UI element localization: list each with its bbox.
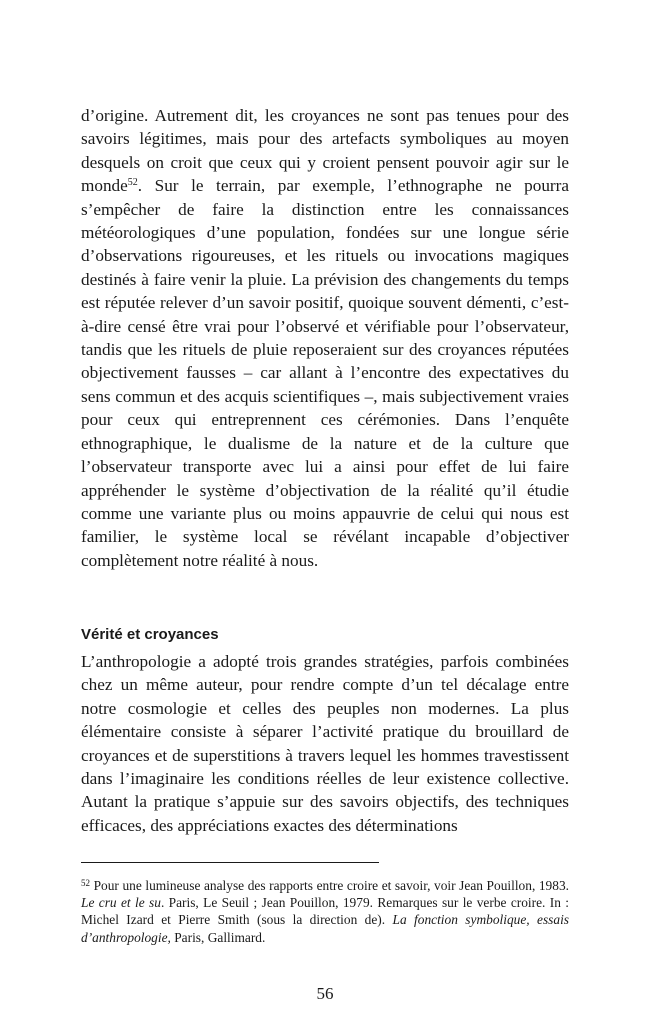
- footnote-separator: [81, 862, 379, 863]
- paragraph-1-text-start: d’origine. Autrement dit, les croyances ne sont pas tenues pour des savoirs légitimes, mais pour des artefacts symboliques au moyen desquels on croit que ceux qui y croient pensent pouvoir agir sur le monde: [81, 106, 569, 196]
- footnote-text-part-1: Pour une lumineuse analyse des rapports entre croire et savoir, voir Jean Pouillon, 1983.: [90, 878, 569, 893]
- body-paragraph-1: [81, 104, 569, 572]
- footnote-book-title-2: La fonction symbolique, essais d’anthropologie,: [81, 912, 570, 945]
- page-number: 56: [316, 984, 334, 1003]
- book-page: [81, 0, 569, 1030]
- footnote-text-part-2: . Paris, Le Seuil ; Jean Pouillon, 1979. Remarques sur le verbe croire. In : Michel Izard et Pierre Smith (sous la direction de).: [81, 895, 569, 928]
- footnote-reference-52[interactable]: 52: [127, 177, 138, 189]
- footnote-book-title-1: Le cru et le su: [81, 895, 161, 911]
- paragraph-1-text-end: . Sur le terrain, par exemple, l’ethnographe ne pourra s’empêcher de faire la distinction entre les connaissances météorologiques d’une population, fondées sur une longue série d’observations rigoureuses, et les rituels ou invocations magiques destinés à faire venir la pluie. La prévision des changements du temps est réputée relever d’un savoir positif, quoique souvent démenti, c’est-à-dire censé être vrai pour l’observé et vérifiable pour l’observateur, tandis que les rituels de pluie reposeraient sur des croyances réputées objectivement fausses – car allant à l’encontre des expectatives du sens commun et des acquis scientifiques –, mais subjectivement vraies pour ceux qui entreprennent ces cérémonies. Dans l’enquête ethnographique, le dualisme de la nature et de la culture que l’observateur transporte avec lui a ainsi pour effet de lui faire appréhender le système d’objectivation de la réalité qu’il étudie comme une variante plus ou moins appauvrie de celui qui nous est familier, le système local se révélant incapable d’objectiver complètement notre réalité à nous.: [81, 176, 569, 570]
- footnote-52: [81, 877, 569, 946]
- section-heading: Vérité et croyances: [81, 626, 219, 643]
- footnote-number: 52: [81, 878, 90, 888]
- footnote-text-part-3: Paris, Gallimard.: [170, 929, 266, 945]
- body-paragraph-2: L’anthropologie a adopté trois grandes stratégies, parfois combinées chez un même auteur, pour rendre compte d’un tel décalage entre notre cosmologie et celles des peuples non modernes. La plus élémentaire consiste à séparer l’activité pratique du brouillard de croyances et de superstitions à travers lequel les hommes travestissent dans l’imaginaire les conditions réelles de leur existence collective. Autant la pratique s’appuie sur des savoirs objectifs, des techniques efficaces, des appréciations exactes des déterminations: [81, 652, 569, 835]
